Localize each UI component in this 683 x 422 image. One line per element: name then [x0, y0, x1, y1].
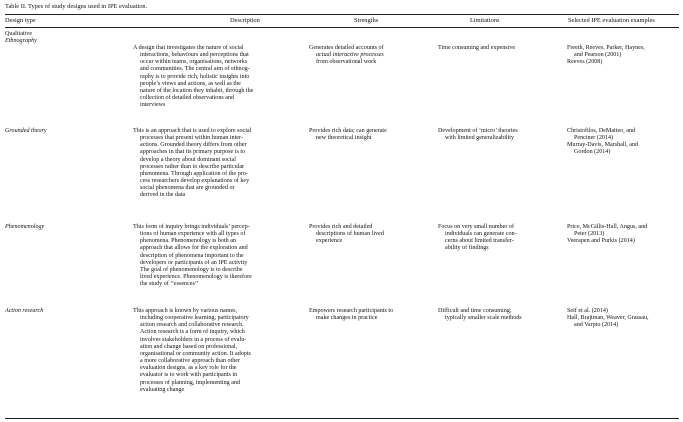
- description-line: This approach is known by various names,: [133, 308, 238, 314]
- description-line: processes that present within human inter-: [140, 135, 243, 142]
- description-line: social phenomena that are grounded or: [140, 185, 235, 192]
- strengths-line: from observational work: [316, 59, 377, 66]
- limitations-line: typically smaller scale methods: [445, 315, 522, 322]
- limitations-line: Difficult and time consuming;: [438, 308, 512, 314]
- description-line: phenomena. Through application of the pro-: [140, 170, 248, 177]
- limitations-line: cerns about limited transfer-: [445, 238, 514, 245]
- description-cell: [133, 45, 318, 109]
- strengths-line: Empowers research participants to: [309, 308, 394, 314]
- description-line: This is an approach that is used to explore social: [133, 128, 252, 134]
- description-line: developers or participants of an IPE activity: [140, 259, 248, 266]
- header-design-type: Design type: [5, 17, 36, 24]
- description-line: and communities. The central aim of ethnog-: [140, 66, 250, 73]
- strengths-line: Generates detailed accounts of: [309, 45, 384, 51]
- example-citation: Reeves (2008): [567, 59, 603, 66]
- example-citation: and Pearson (2001): [574, 52, 622, 59]
- description-line: cess researchers develop explanations of key: [140, 178, 250, 185]
- limitations-line: Development of ‘micro’ theories: [438, 128, 518, 134]
- description-line: a more collaborative approach than other: [140, 358, 240, 365]
- description-line: The goal of phenomenology is to describe: [140, 266, 243, 273]
- description-cell: [133, 128, 318, 200]
- strengths-line: new theoretical insight: [316, 135, 372, 142]
- strengths-line: experience: [316, 238, 343, 245]
- description-line: raphy is to provide rich, holistic insights into: [140, 73, 250, 80]
- example-citation: Freeth, Reeves, Parker, Haynes,: [567, 45, 645, 51]
- strengths-cell: [309, 308, 429, 322]
- description-cell: [133, 308, 318, 394]
- strengths-cell: [309, 45, 429, 66]
- limitations-cell: [438, 45, 568, 52]
- description-line: A design that investigates the nature of social: [133, 45, 244, 51]
- strengths-cell: [309, 128, 429, 142]
- description-line: evaluating change: [140, 386, 185, 393]
- description-line: actions. Grounded theory differs from other: [140, 142, 247, 149]
- description-line: people’s views and actions, as well as the: [140, 80, 241, 87]
- example-citation: Seif et al. (2014): [567, 308, 608, 314]
- description-line: tions of human experience with all types of: [140, 231, 246, 238]
- description-line: derived in the data: [140, 192, 186, 199]
- group-label: Qualitative: [5, 31, 33, 37]
- strengths-line: descriptions of human lived: [316, 231, 384, 238]
- description-line: approach that allows for the exploration and: [140, 245, 248, 252]
- description-line: processes rather than to describe particular: [140, 163, 245, 170]
- description-cell: [133, 224, 318, 288]
- description-line: the study of ‘‘essences’’: [140, 281, 199, 288]
- description-line: organisational or community action. It adopts: [140, 350, 251, 357]
- examples-cell: [567, 308, 682, 329]
- limitations-cell: [438, 224, 568, 253]
- table-caption: Table II. Types of study designs used in IPE evaluation.: [5, 3, 148, 10]
- top-rule: [5, 14, 679, 15]
- strengths-line: Provides rich data; can generate: [309, 128, 387, 134]
- limitations-line: with limited generalizability: [445, 135, 515, 142]
- example-citation: Murray-Davis, Marshall, and: [567, 142, 639, 149]
- examples-cell: [567, 224, 682, 245]
- group-and-type-cell: [5, 31, 125, 45]
- strengths-line: make changes in practice: [316, 315, 378, 322]
- example-citation: Peter (2013): [574, 231, 605, 238]
- limitations-line: ability of findings: [445, 245, 489, 252]
- header-examples: Selected IPE evaluation examples: [568, 17, 655, 24]
- example-citation: Gordon (2014): [574, 149, 611, 156]
- description-line: nature of the location they inhabit, through the: [140, 87, 254, 94]
- design-type-ethnography: Ethnography: [5, 38, 37, 45]
- description-line: action research and collaborative research.: [140, 322, 244, 329]
- description-line: occur within teams, organisations, networks: [140, 59, 248, 66]
- description-line: ation and change based on professional,: [140, 343, 238, 350]
- description-line: involves stakeholders in a process of evalu-: [140, 336, 247, 343]
- limitations-cell: [438, 128, 568, 142]
- description-line: interviews: [140, 102, 166, 109]
- description-line: evaluator is to work with participants in: [140, 372, 238, 379]
- header-rule: [5, 27, 679, 28]
- limitations-line: individuals can generate con-: [445, 231, 517, 238]
- design-type-grounded-theory: Grounded theory: [5, 128, 47, 134]
- examples-cell: [567, 128, 682, 157]
- bottom-rule: [5, 418, 679, 419]
- strengths-line: Provides rich and detailed: [309, 224, 373, 230]
- description-line: description of phenomena important to the: [140, 252, 244, 259]
- example-citation: Penciner (2014): [574, 135, 614, 142]
- limitations-cell: [438, 308, 568, 322]
- example-citation: Veerapen and Purkis (2014): [567, 238, 635, 245]
- description-line: phenomena. Phenomenology is both an: [140, 238, 236, 245]
- design-type-phenomenology: Phenomenology: [5, 224, 45, 230]
- description-line: evaluation designs, as a key role for the: [140, 365, 237, 372]
- limitations-line: Time consuming and expensive: [438, 45, 516, 51]
- example-citation: and Varpio (2014): [574, 322, 619, 329]
- description-line: approaches in that its primary purpose is to: [140, 149, 246, 156]
- description-line: Action research is a form of inquiry, which: [140, 329, 245, 336]
- example-citation: Price, McGillis-Hall, Angus, and: [567, 224, 648, 230]
- example-citation: Christofilos, DeMatteo, and: [567, 128, 636, 134]
- description-line: including cooperative learning, participatory: [140, 315, 249, 322]
- description-line: collection of detailed observations and: [140, 95, 235, 102]
- design-type-action-research: Action research: [5, 308, 44, 314]
- strengths-line: actual interactive processes: [316, 52, 384, 59]
- description-line: lived experience. Phenomenology is therefore: [140, 274, 252, 281]
- description-line: interactions, behaviours and perceptions that: [140, 52, 249, 59]
- header-strengths: Strengths: [354, 17, 379, 24]
- description-line: develop a theory about dominant social: [140, 156, 236, 163]
- example-citation: Hall, Brajtman, Weaver, Grassau,: [567, 315, 649, 322]
- strengths-cell: [309, 224, 429, 245]
- limitations-line: Focus on very small number of: [438, 224, 514, 230]
- examples-cell: [567, 45, 682, 66]
- description-line: This form of inquiry brings individuals’ percep-: [133, 224, 250, 230]
- header-limitations: Limitations: [470, 17, 500, 24]
- description-line: processes of planning, implementing and: [140, 379, 241, 386]
- header-description: Description: [230, 17, 260, 24]
